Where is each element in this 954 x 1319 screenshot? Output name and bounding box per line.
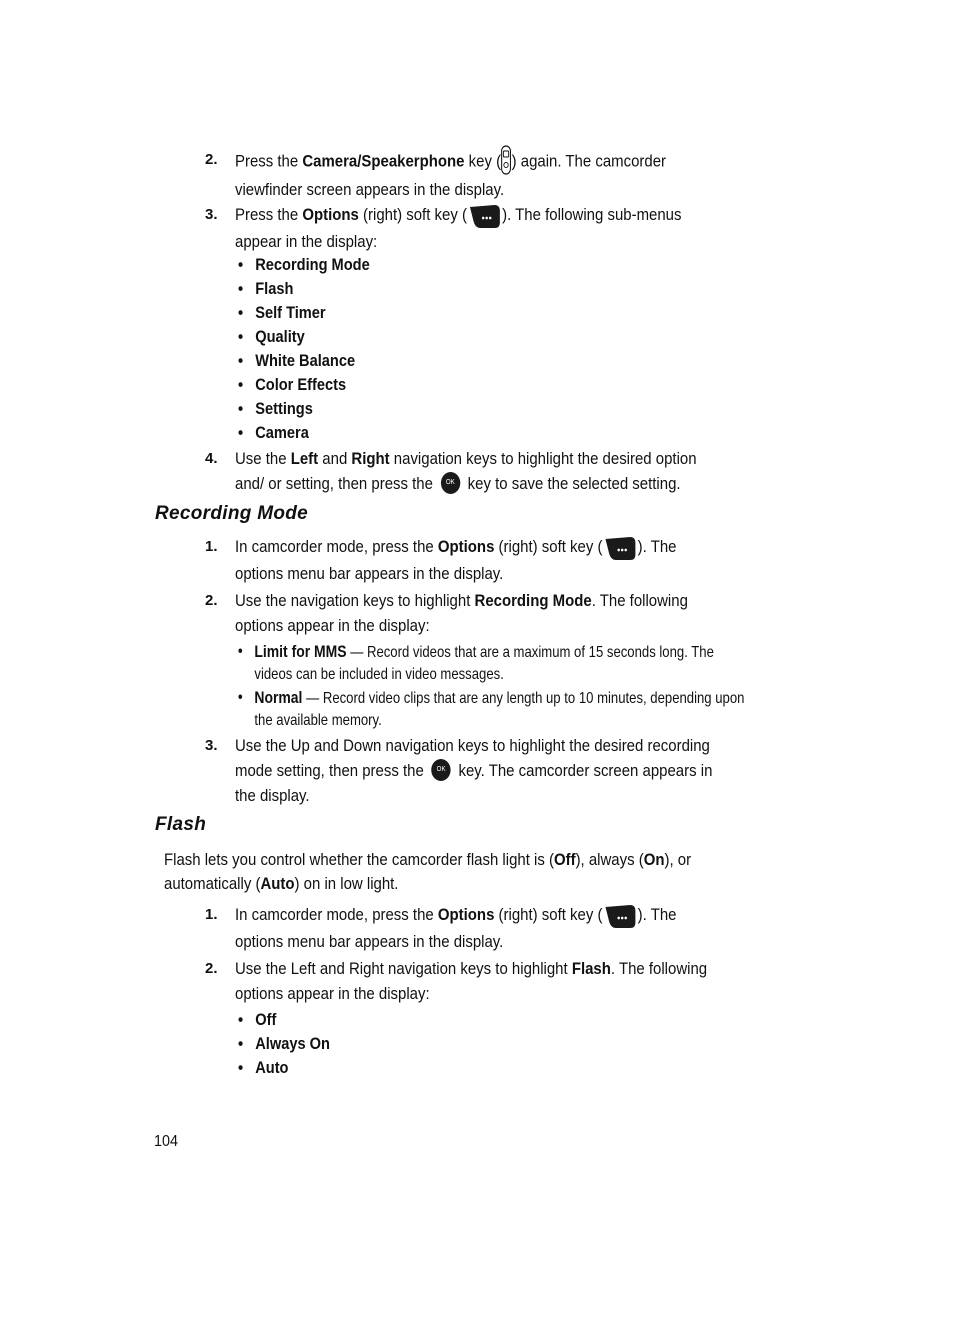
step-text: Use the navigation keys to highlight Recording Mode. The following options appear in the display: <box>235 591 688 635</box>
emphasis-term: Off <box>553 850 576 869</box>
list-item: • Quality <box>238 325 370 349</box>
camera-key-icon <box>501 145 512 175</box>
flash-heading: Flash <box>155 814 207 835</box>
emphasis-term: On <box>643 850 665 869</box>
step-number: 1. <box>205 538 218 555</box>
list-item: • Recording Mode <box>238 253 370 277</box>
emphasis-term: Options <box>302 205 359 224</box>
options-soft-key-icon <box>603 535 636 561</box>
options-soft-key-icon <box>603 903 636 929</box>
emphasis-term: Flash <box>571 959 611 978</box>
list-item: • Self Timer <box>238 301 370 325</box>
emphasis-term: Options <box>437 537 495 556</box>
list-item: • Off <box>238 1008 330 1032</box>
list-item: • Flash <box>238 277 370 301</box>
ok-key-icon: OK <box>431 759 450 781</box>
emphasis-term: Right <box>351 449 390 468</box>
step-number: 1. <box>205 906 218 923</box>
emphasis-term: Camera/Speakerphone <box>302 151 465 171</box>
emphasis-term: Recording Mode <box>474 591 592 610</box>
emphasis-term: Options <box>437 905 495 924</box>
list-item: • Auto <box>238 1056 330 1080</box>
emphasis-term: Auto <box>260 874 295 893</box>
step-text: Use the Left and Right navigation keys to highlight the desired option and/ or setting, then press the OK key to save the selected setting. <box>235 449 697 493</box>
option-label: Limit for MMS <box>254 642 347 661</box>
list-item: • Settings <box>238 397 370 421</box>
step-number: 3. <box>205 206 218 223</box>
step-text: Use the Up and Down navigation keys to highlight the desired recording mode setting, then press the OK key. The camcorder screen appears in the display. <box>235 736 713 805</box>
options-soft-key-icon <box>468 203 501 229</box>
step-text: Press the Camera/Speakerphone key ( ) again. The camcorder viewfinder screen appears in the display. <box>235 147 728 202</box>
step-number: 2. <box>205 960 218 977</box>
recording-mode-heading: Recording Mode <box>155 503 309 524</box>
list-item: • Always On <box>238 1032 330 1056</box>
list-item: • White Balance <box>238 349 370 373</box>
step-text: Press the Options (right) soft key ( ). The following sub-menus appear in the display: <box>235 202 728 254</box>
step-text: In camcorder mode, press the Options (right) soft key ( ). The options menu bar appears in the display. <box>235 534 728 586</box>
step-number: 4. <box>205 450 218 467</box>
recording-option-item <box>238 641 746 686</box>
option-label: Normal <box>254 688 303 707</box>
step-number: 2. <box>205 151 218 168</box>
flash-options-list <box>238 1008 345 1080</box>
emphasis-term: Left <box>290 449 319 468</box>
recording-options-list <box>238 641 858 733</box>
step-number: 3. <box>205 737 218 754</box>
list-item: • Camera <box>238 421 370 445</box>
option-description: — Record videos that are a maximum of 15 seconds long. The videos can be included in video messages. <box>254 644 714 683</box>
ok-key-icon: OK <box>441 472 460 494</box>
recording-option-item <box>238 687 746 732</box>
page-number: 104 <box>154 1133 179 1150</box>
list-item: • Color Effects <box>238 373 370 397</box>
submenu-list <box>238 253 391 445</box>
flash-intro: Flash lets you control whether the camcorder flash light is (Off), always (On), or automatically (Auto) on in low light. <box>164 850 692 893</box>
step-text: In camcorder mode, press the Options (right) soft key ( ). The options menu bar appears in the display. <box>235 902 728 954</box>
step-text: Use the Left and Right navigation keys to highlight Flash. The following options appear in the display: <box>235 959 708 1003</box>
option-description: — Record video clips that are any length up to 10 minutes, depending upon the available memory. <box>254 690 745 729</box>
step-number: 2. <box>205 592 218 609</box>
